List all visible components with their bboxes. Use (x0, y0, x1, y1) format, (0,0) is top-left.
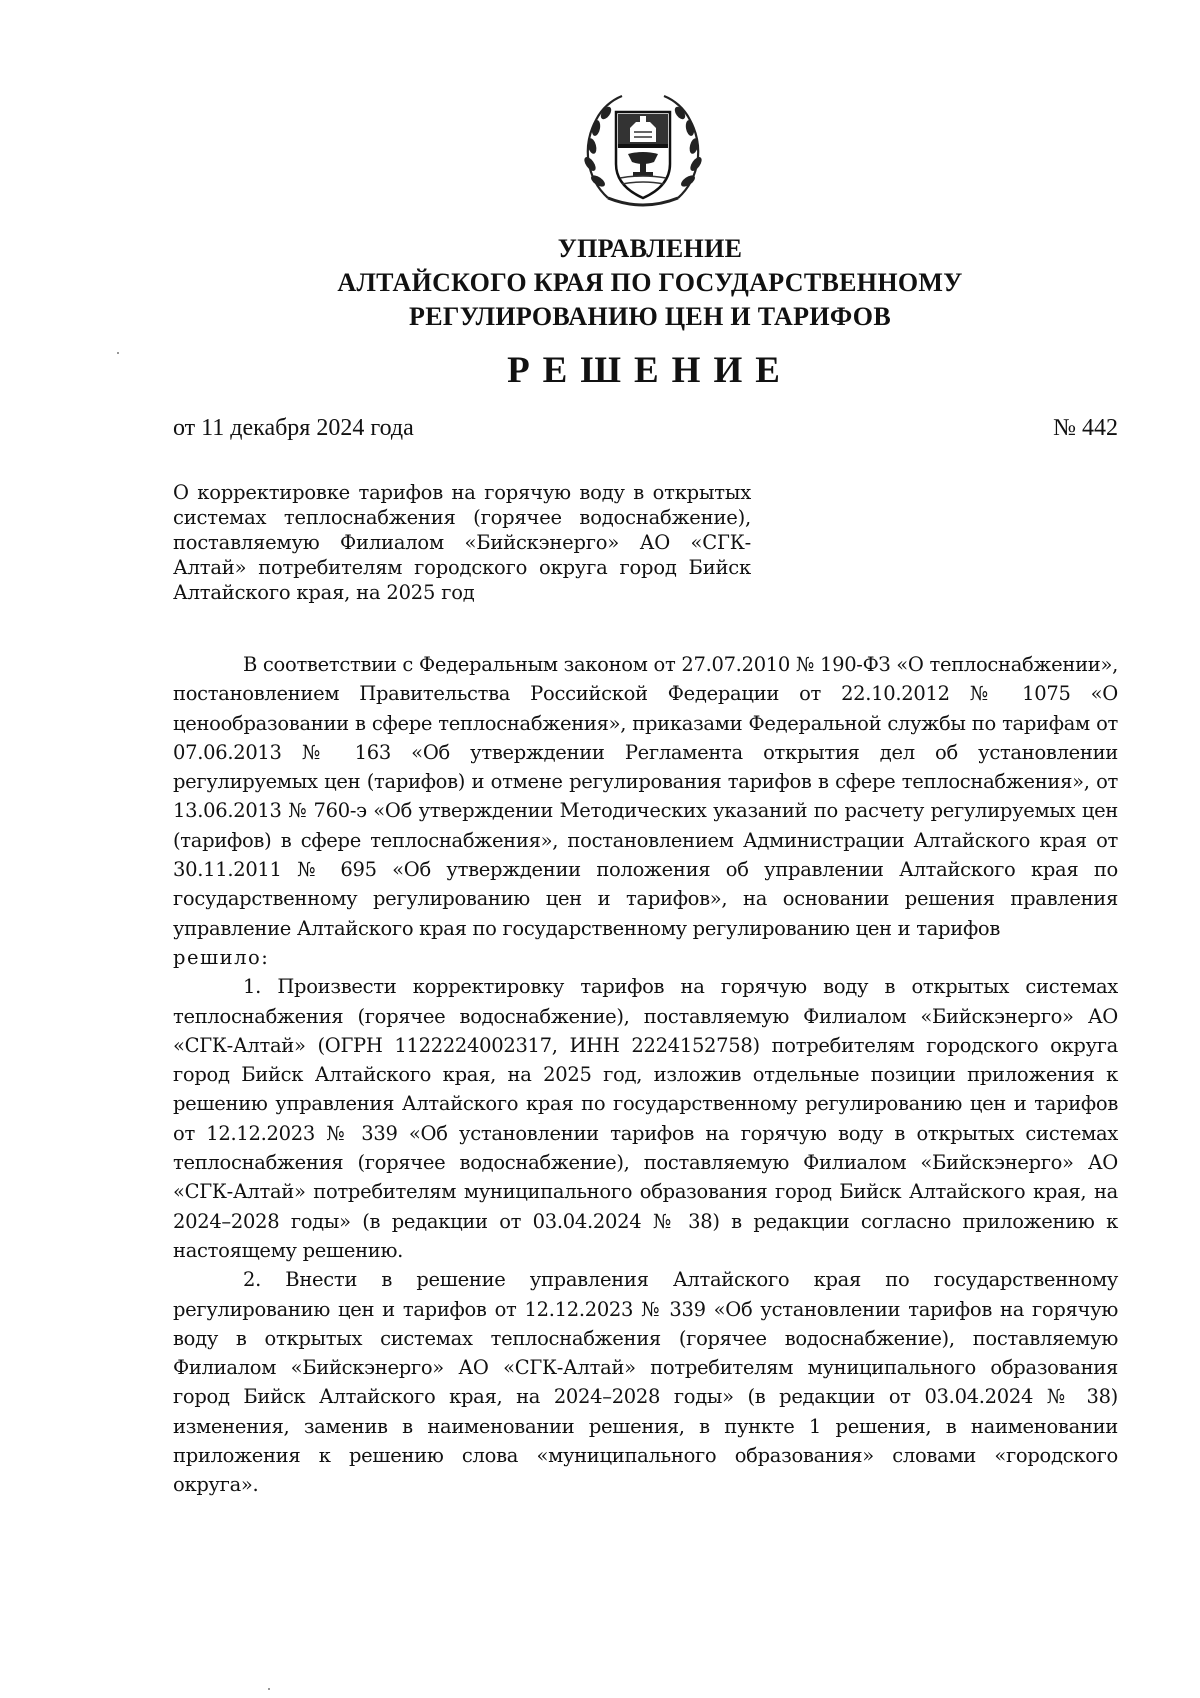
document-date: от 11 декабря 2024 года (173, 415, 414, 441)
scan-speck (117, 352, 119, 354)
document-subject: О корректировке тарифов на горячую воду в открытых системах теплоснабжения (горячее водоснабжение), поставляемую Филиалом «Бийскэнерго» АО «СГК-Алтай» потребителям городского округа город Бийск Алтайского края, на 2025 год (173, 481, 751, 604)
org-name-line-1: УПРАВЛЕНИЕ (557, 234, 743, 263)
coat-of-arms-icon (578, 86, 708, 216)
document-type-title: РЕШЕНИЕ (507, 350, 793, 391)
document-number: № 442 (1053, 415, 1118, 441)
resolved-label: решило: (173, 945, 270, 969)
document-body (173, 650, 1118, 1500)
org-name-line-3: РЕГУЛИРОВАНИЮ ЦЕН И ТАРИФОВ (409, 302, 891, 331)
preamble-paragraph: В соответствии с Федеральным законом от 27.07.2010 № 190-ФЗ «О теплоснабжении», постановлением Правительства Российской Федерации от 22.10.2012 № 1075 «О ценообразовании в сфере теплоснабжения», приказами Федеральной службы по тарифам от 07.06.2013 № 163 «Об утверждении Регламента открытия дел об установлении регулируемых цен (тарифов) и отмене регулирования тарифов в сфере теплоснабжения», от 13.06.2013 № 760-э «Об утверждении Методических указаний по расчету регулируемых цен (тарифов) в сфере теплоснабжения», постановлением Администрации Алтайского края от 30.11.2011 № 695 «Об утверждении положения об управлении Алтайского края по государственному регулированию цен и тарифов», на основании решения правления управление Алтайского края по государственному регулированию цен и тарифов (173, 653, 1118, 940)
org-name-line-2: АЛТАЙСКОГО КРАЯ ПО ГОСУДАРСТВЕННОМУ (337, 268, 963, 297)
resolution-item-1: 1. Произвести корректировку тарифов на горячую воду в открытых системах теплоснабжения (горячее водоснабжение), поставляемую Филиалом «Бийскэнерго» АО «СГК-Алтай» (ОГРН 1122224002317, ИНН 2224152758) потребителям городского округа город Бийск Алтайского края, на 2025 год, изложив отдельные позиции приложения к решению управления Алтайского края по государственному регулированию цен и тарифов от 12.12.2023 № 339 «Об установлении тарифов на горячую воду в открытых системах теплоснабжения (горячее водоснабжение), поставляемую Филиалом «Бийскэнерго» АО «СГК-Алтай» потребителям муниципального образования город Бийск Алтайского края, на 2024–2028 годы» (в редакции от 03.04.2024 № 38) в редакции согласно приложению к настоящему решению. (173, 975, 1118, 1262)
resolution-item-2: 2. Внести в решение управления Алтайского края по государственному регулированию цен и тарифов от 12.12.2023 № 339 «Об установлении тарифов на горячую воду в открытых системах теплоснабжения (горячее водоснабжение), поставляемую Филиалом «Бийскэнерго» АО «СГК-Алтай» потребителям муниципального образования город Бийск Алтайского края, на 2024–2028 годы» (в редакции от 03.04.2024 № 38) изменения, заменив в наименовании решения, в пункте 1 решения, в наименовании приложения к решению слова «муниципального образования» словами «городского округа». (173, 1268, 1118, 1497)
scan-speck (268, 1688, 270, 1690)
